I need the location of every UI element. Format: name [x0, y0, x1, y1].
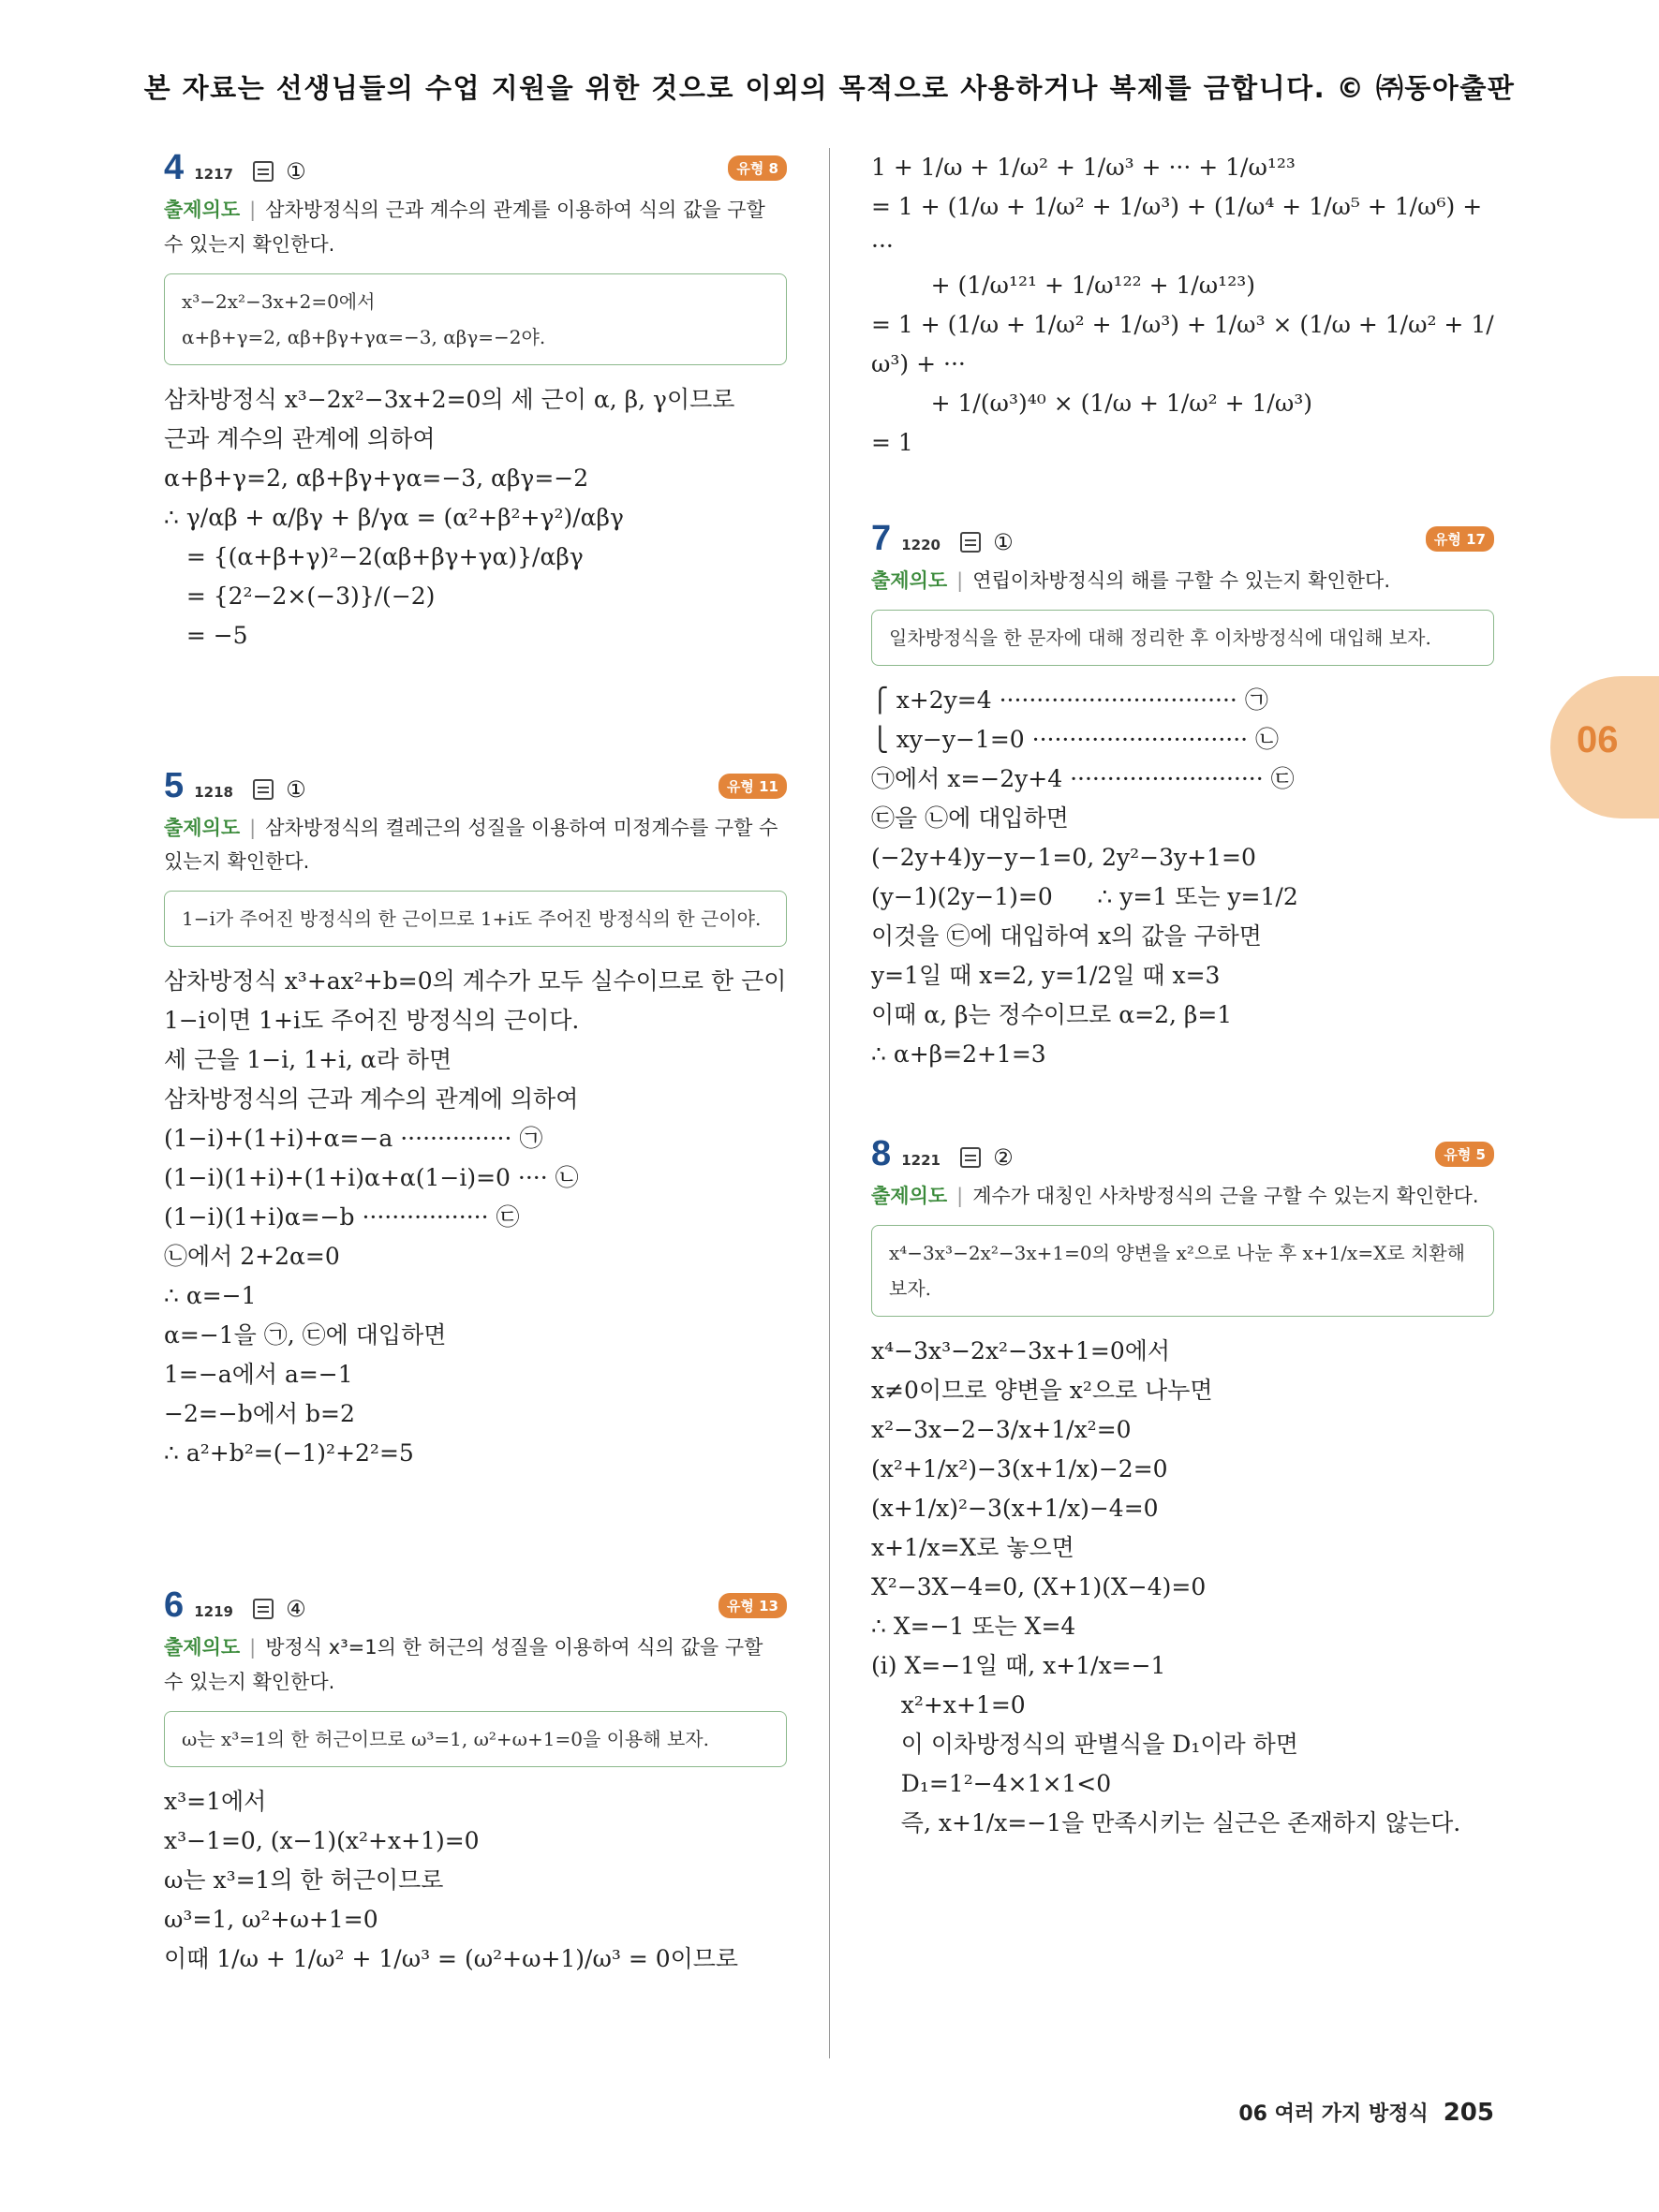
- solution-continuation: 1 + 1/ω + 1/ω² + 1/ω³ + ··· + 1/ω¹²³ = 1 + (1/ω + 1/ω² + 1/ω³) + (1/ω⁴ + 1/ω⁵ + 1/ω⁶) + ··· + (1/ω¹²¹ + 1/ω¹²² + 1/ω¹²³) = 1 + (1/ω + 1/ω² + 1/ω³) + 1/ω³ × (1/ω + 1/ω² + 1/ω³) + ··· + 1/(ω³)⁴⁰ × (1/ω + 1/ω² + 1/ω³) = 1: [871, 154, 1494, 456]
- problem-header: [871, 1134, 1494, 1173]
- answer-choice: ①: [286, 775, 306, 803]
- type-badge: 유형 8: [728, 155, 787, 181]
- intent-label: 출제의도: [164, 816, 241, 839]
- hint-box: x⁴−3x³−2x²−3x+1=0의 양변을 x²으로 나눈 후 x+1/x=X로 치환해 보자.: [871, 1225, 1494, 1317]
- copyright-header: 본 자료는 선생님들의 수업 지원을 위한 것으로 이외의 목적으로 사용하거나 복제를 금합니다. © ㈜동아출판: [143, 72, 1516, 104]
- type-badge: 유형 13: [718, 1593, 787, 1618]
- type-badge: 유형 5: [1435, 1142, 1494, 1167]
- solution: x⁴−3x³−2x²−3x+1=0에서 x≠0이므로 양변을 x²으로 나누면 x²−3x−2−3/x+1/x²=0 (x²+1/x²)−3(x+1/x)−2=0 (x+1/x)²−3(x+1/x)−4=0 x+1/x=X로 놓으면 X²−3X−4=0, (X+1)(X−4)=0 ∴ X=−1 또는 X=4 (i) X=−1일 때, x+1/x=−1 x²+x+1=0 이 이차방정식의 판별식을 D₁이라 하면 D₁=1²−4×1×1<0 즉, x+1/x=−1을 만족시키는 실근은 존재하지 않는다.: [871, 1336, 1461, 1836]
- problem-code: 1221: [901, 1151, 941, 1169]
- intent-text: 삼차방정식의 근과 계수의 관계를 이용하여 식의 값을 구할 수 있는지 확인한다.: [164, 199, 765, 256]
- intent: 출제의도 | 삼차방정식의 켤레근의 성질을 이용하여 미정계수를 구할 수 있는지 확인한다.: [164, 816, 778, 874]
- problem-header: [164, 766, 787, 805]
- chapter-tab-label: 06: [1577, 719, 1619, 760]
- page-number: 205: [1443, 2099, 1494, 2127]
- answer-icon: [253, 779, 274, 800]
- intent-label: 출제의도: [164, 1636, 241, 1659]
- intent: 출제의도 | 계수가 대칭인 사차방정식의 근을 구할 수 있는지 확인한다.: [871, 1184, 1479, 1207]
- problem-code: 1219: [194, 1603, 233, 1620]
- problem-number: 7: [871, 519, 892, 558]
- solution: 삼차방정식 x³+ax²+b=0의 계수가 모두 실수이므로 한 근이 1−i이면 1+i도 주어진 방정식의 근이다. 세 근을 1−i, 1+i, α라 하면 삼차방정식의 근과 계수의 관계에 의하여 (1−i)+(1+i)+α=−a ··············· ㉠ (1−i)(1+i)+(1+i)α+α(1−i)=0 ···· ㉡ (1−i)(1+i)α=−b ················· ㉢ ㉡에서 2+2α=0 ∴ α=−1 α=−1을 ㉠, ㉢에 대입하면 1=−a에서 a=−1 −2=−b에서 b=2 ∴ a²+b²=(−1)²+2²=5: [164, 967, 787, 1467]
- problem-header: [164, 1585, 787, 1625]
- answer-choice: ②: [993, 1143, 1014, 1171]
- problem-code: 1218: [194, 783, 233, 801]
- intent-label: 출제의도: [871, 1184, 948, 1207]
- type-badge: 유형 11: [718, 774, 787, 799]
- problem-number: 5: [164, 765, 185, 805]
- problem-number: 6: [164, 1585, 185, 1625]
- hint-box: 일차방정식을 한 문자에 대해 정리한 후 이차방정식에 대입해 보자.: [871, 610, 1494, 666]
- problem-header: [164, 148, 787, 187]
- problem-code: 1220: [901, 537, 941, 553]
- solution: ⎧ x+2y=4 ································ ㉠ ⎩ xy−y−1=0 ····························· ㉡ ㉠에서 x=−2y+4 ·························· ㉢ ㉢을 ㉡에 대입하면 (−2y+4)y−y−1=0, 2y²−3y+1=0 (y−1)(2y−1)=0 ∴ y=1 또는 y=1/2 이것을 ㉢에 대입하여 x의 값을 구하면 y=1일 때 x=2, y=1/2일 때 x=3 이때 α, β는 정수이므로 α=2, β=1 ∴ α+β=2+1=3: [871, 686, 1298, 1068]
- problem-header: [871, 519, 1494, 558]
- problem-number: 8: [871, 1133, 892, 1173]
- hint-box: ω는 x³=1의 한 허근이므로 ω³=1, ω²+ω+1=0을 이용해 보자.: [164, 1711, 787, 1767]
- chapter-title: 06 여러 가지 방정식: [1238, 2102, 1429, 2126]
- answer-icon: [253, 1599, 274, 1619]
- problem-number: 4: [164, 148, 185, 187]
- intent: 출제의도 | 연립이차방정식의 해를 구할 수 있는지 확인한다.: [871, 569, 1391, 592]
- answer-choice: ④: [286, 1596, 306, 1622]
- solution: 삼차방정식 x³−2x²−3x+2=0의 세 근이 α, β, γ이므로 근과 계수의 관계에 의하여 α+β+γ=2, αβ+βγ+γα=−3, αβγ=−2 ∴ γ/αβ + α/βγ + β/γα = (α²+β²+γ²)/αβγ = {(α+β+γ)²−2(αβ+βγ+γα)}/αβγ = {2²−2×(−3)}/(−2) = −5: [164, 385, 735, 649]
- answer-choice: ①: [993, 529, 1014, 555]
- type-badge: 유형 17: [1426, 526, 1494, 552]
- problem-6: [164, 1585, 787, 1979]
- right-column: [871, 148, 1494, 1843]
- hint-box: x³−2x²−3x+2=0에서 α+β+γ=2, αβ+βγ+γα=−3, αβγ=−2야.: [164, 273, 787, 365]
- problem-4: [164, 148, 787, 656]
- solution: x³=1에서 x³−1=0, (x−1)(x²+x+1)=0 ω는 x³=1의 한 허근이므로 ω³=1, ω²+ω+1=0 이때 1/ω + 1/ω² + 1/ω³ = (ω²+ω+1)/ω³ = 0이므로: [164, 1787, 739, 1972]
- intent-text: 계수가 대칭인 사차방정식의 근을 구할 수 있는지 확인한다.: [972, 1184, 1479, 1207]
- intent: 출제의도 | 삼차방정식의 근과 계수의 관계를 이용하여 식의 값을 구할 수 있는지 확인한다.: [164, 199, 765, 256]
- problem-8: [871, 1134, 1494, 1843]
- answer-icon: [960, 532, 981, 553]
- column-divider: [829, 148, 830, 2058]
- page-footer: [1238, 2098, 1494, 2127]
- answer-icon: [960, 1147, 981, 1168]
- left-column: [164, 148, 787, 1979]
- problem-5: [164, 766, 787, 1474]
- answer-choice: ①: [286, 158, 306, 184]
- intent: 출제의도 | 방정식 x³=1의 한 허근의 성질을 이용하여 식의 값을 구할 수 있는지 확인한다.: [164, 1636, 763, 1693]
- intent-label: 출제의도: [164, 199, 241, 221]
- hint-box: 1−i가 주어진 방정식의 한 근이므로 1+i도 주어진 방정식의 한 근이야.: [164, 891, 787, 947]
- intent-text: 연립이차방정식의 해를 구할 수 있는지 확인한다.: [972, 569, 1391, 592]
- intent-text: 방정식 x³=1의 한 허근의 성질을 이용하여 식의 값을 구할 수 있는지 확인한다.: [164, 1636, 763, 1693]
- problem-7: [871, 519, 1494, 1074]
- problem-code: 1217: [194, 166, 233, 183]
- intent-text: 삼차방정식의 켤레근의 성질을 이용하여 미정계수를 구할 수 있는지 확인한다.: [164, 816, 778, 874]
- answer-icon: [253, 161, 274, 182]
- intent-label: 출제의도: [871, 569, 948, 592]
